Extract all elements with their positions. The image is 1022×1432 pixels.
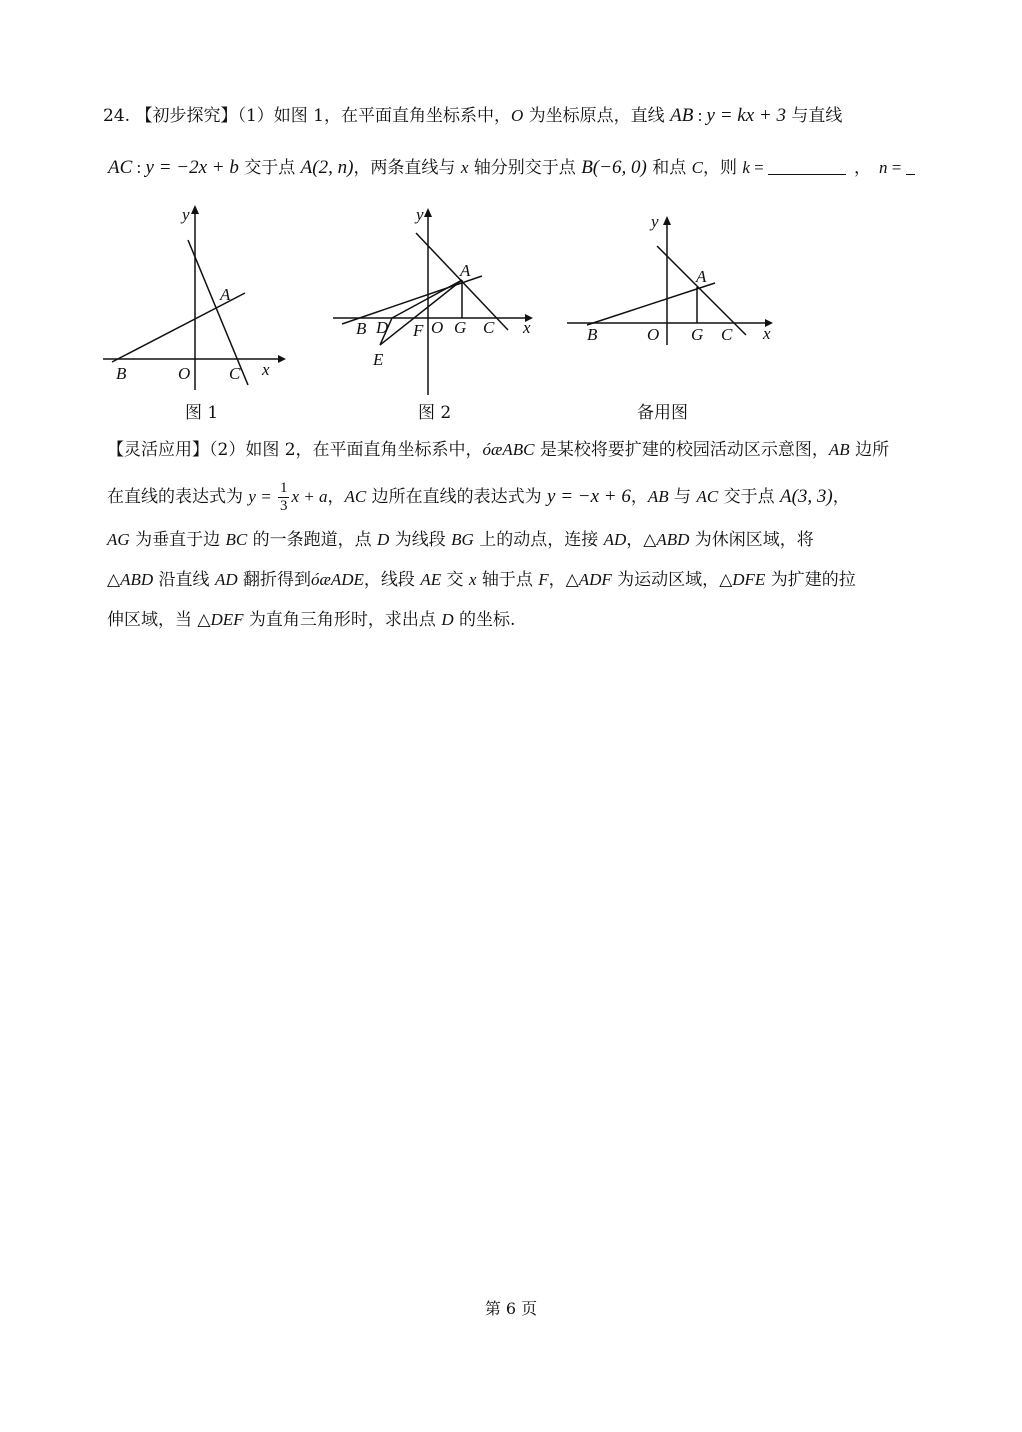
figure-2-diagram xyxy=(330,200,540,400)
part1-heading: 【初步探究】 xyxy=(135,106,238,126)
fig3-label-O: O xyxy=(647,325,660,344)
fig3-label-x: x xyxy=(763,324,771,343)
page-footer: 第 6 页 xyxy=(484,1299,538,1318)
question-line-7: 伸区域，当 △DEF 为直角三角形时，求出点 D 的坐标. xyxy=(107,610,516,630)
fig1-label-y: y xyxy=(182,205,190,224)
fig2-label-E: E xyxy=(373,350,384,369)
question-line-5: AG 为垂直于边 BC 的一条跑道，点 D 为线段 BG 上的动点，连接 AD，△ABD 为休闲区域，将 xyxy=(107,530,814,550)
question-line-1: 24. 【初步探究】（1）如图 1，在平面直角坐标系中，O 为坐标原点，直线 AB : y = kx + 3 与直线 xyxy=(103,105,843,126)
fig1-label-O: O xyxy=(178,364,191,383)
figure-1-diagram xyxy=(100,200,290,400)
figure-backup xyxy=(565,205,780,359)
fig2-label-B: B xyxy=(356,319,367,338)
fig1-label-C: C xyxy=(229,364,241,383)
fig3-label-A: A xyxy=(696,267,707,286)
fraction-one-third: $\frac{1}{3}$ xyxy=(279,480,288,514)
fig3-label-B: B xyxy=(587,325,598,344)
figure-2 xyxy=(330,200,540,404)
fig2-label-D: D xyxy=(376,318,389,337)
fig2-label-A: A xyxy=(460,261,471,280)
fig2-label-y: y xyxy=(416,205,424,224)
fig2-label-x: x xyxy=(523,318,531,337)
answer-blank-k[interactable] xyxy=(768,160,846,175)
fig3-label-C: C xyxy=(721,325,733,344)
question-line-2: AC : y = −2x + b 交于点 A(2, n)，两条直线与 x 轴分别交于点 B(−6, 0) 和点 C，则 k = ， n = xyxy=(108,156,915,180)
figure-1 xyxy=(100,200,290,404)
fig2-label-G: G xyxy=(454,318,467,337)
fig1-label-B: B xyxy=(116,364,127,383)
part2-heading: 【灵活应用】 xyxy=(107,440,209,460)
question-number: 24. xyxy=(103,106,131,126)
fig2-label-F: F xyxy=(413,321,424,340)
fig3-label-G: G xyxy=(691,325,704,344)
fig3-label-y: y xyxy=(651,212,659,231)
figure-2-caption: 图 2 xyxy=(418,403,452,423)
question-line-4: 在直线的表达式为 y = $\frac{1}{3}$ x + a，AC 边所在直线的表达式为 y = −x + 6，AB 与 AC 交于点 A(3, 3)， xyxy=(107,480,850,514)
fig2-label-O: O xyxy=(431,318,444,337)
fig2-label-C: C xyxy=(483,318,495,337)
figure-backup-caption: 备用图 xyxy=(637,403,688,423)
fig1-label-x: x xyxy=(262,360,270,379)
figure-backup-diagram xyxy=(565,205,780,355)
answer-blank-n[interactable] xyxy=(906,160,915,175)
question-line-6: △ABD 沿直线 AD 翻折得到óæADE，线段 AE 交 x 轴于点 F，△ADF 为运动区域，△DFE 为扩建的拉 xyxy=(107,570,856,590)
fig1-label-A: A xyxy=(220,285,231,304)
figure-1-caption: 图 1 xyxy=(185,403,219,423)
question-line-3: 【灵活应用】（2）如图 2，在平面直角坐标系中，óæABC 是某校将要扩建的校园活动区示意图，AB 边所 xyxy=(107,440,890,460)
